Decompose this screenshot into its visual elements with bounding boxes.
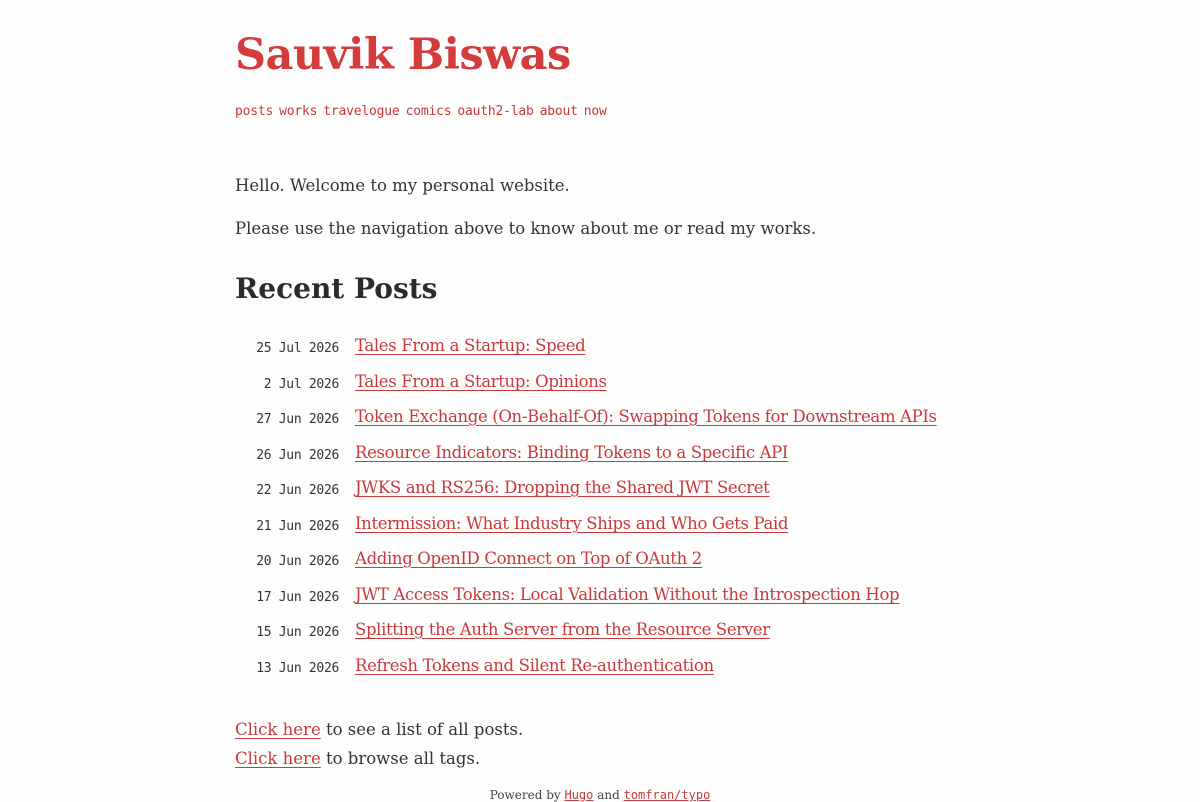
post-date: 20 Jun 2026	[256, 554, 339, 569]
footer-and: and	[593, 788, 624, 802]
nav-item-now[interactable]: now	[583, 104, 607, 119]
all-posts-line	[235, 720, 523, 739]
nav-item-works[interactable]: works	[279, 104, 318, 119]
list-item	[235, 330, 965, 364]
nav-item-about[interactable]: about	[539, 104, 578, 119]
all-posts-link[interactable]: Click here	[235, 720, 321, 739]
post-link[interactable]: Resource Indicators: Binding Tokens to a Specific API	[355, 443, 789, 462]
nav-item-posts[interactable]: posts	[235, 104, 274, 119]
post-link[interactable]: JWT Access Tokens: Local Validation Without the Introspection Hop	[355, 585, 900, 604]
footer-powered-by: Powered by	[489, 788, 565, 802]
post-link[interactable]: Splitting the Auth Server from the Resource Server	[355, 620, 770, 639]
site-title[interactable]: Sauvik Biswas	[235, 30, 571, 80]
intro-greeting: Hello. Welcome to my personal website.	[235, 176, 570, 195]
post-link[interactable]: JWKS and RS256: Dropping the Shared JWT Secret	[355, 478, 770, 497]
list-item	[235, 472, 965, 506]
list-item	[235, 366, 965, 400]
nav-item-oauth2-lab[interactable]: oauth2-lab	[457, 104, 534, 119]
all-tags-line	[235, 749, 480, 768]
main-nav	[235, 104, 613, 119]
nav-item-comics[interactable]: comics	[405, 104, 452, 119]
intro-instructions: Please use the navigation above to know about me or read my works.	[235, 219, 817, 238]
post-link[interactable]: Refresh Tokens and Silent Re-authentication	[355, 656, 714, 675]
post-date: 17 Jun 2026	[256, 590, 339, 605]
list-item	[235, 508, 965, 542]
post-link[interactable]: Tales From a Startup: Opinions	[355, 372, 607, 391]
footer-theme-link[interactable]: tomfran/typo	[623, 788, 711, 802]
post-link[interactable]: Tales From a Startup: Speed	[355, 336, 586, 355]
list-item	[235, 437, 965, 471]
post-date: 26 Jun 2026	[256, 448, 339, 463]
list-item	[235, 614, 965, 648]
nav-item-travelogue[interactable]: travelogue	[323, 104, 400, 119]
post-date: 22 Jun 2026	[256, 483, 339, 498]
post-date: 25 Jul 2026	[256, 341, 339, 356]
post-date: 2 Jul 2026	[263, 377, 339, 392]
list-item	[235, 543, 965, 577]
list-item	[235, 650, 965, 684]
all-tags-text: to browse all tags.	[320, 749, 481, 768]
post-link[interactable]: Adding OpenID Connect on Top of OAuth 2	[355, 549, 702, 568]
post-link[interactable]: Intermission: What Industry Ships and Who Gets Paid	[355, 514, 789, 533]
footer-hugo-link[interactable]: Hugo	[564, 788, 594, 802]
recent-posts-heading: Recent Posts	[235, 272, 438, 305]
all-posts-text: to see a list of all posts.	[320, 720, 524, 739]
post-date: 27 Jun 2026	[256, 412, 339, 427]
post-date: 21 Jun 2026	[256, 519, 339, 534]
list-item	[235, 401, 965, 435]
post-date: 13 Jun 2026	[256, 661, 339, 676]
all-tags-link[interactable]: Click here	[235, 749, 321, 768]
list-item	[235, 579, 965, 613]
post-date: 15 Jun 2026	[256, 625, 339, 640]
post-link[interactable]: Token Exchange (On-Behalf-Of): Swapping Tokens for Downstream APIs	[355, 407, 937, 426]
